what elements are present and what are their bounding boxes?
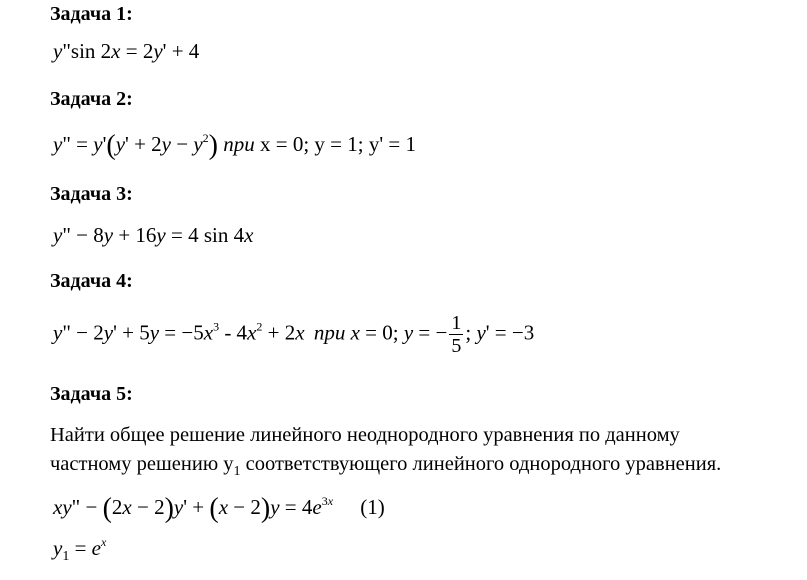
task-3-heading: Задача 3:: [50, 183, 133, 205]
task-1-equation: y"sin 2x = 2y' + 4: [53, 39, 200, 63]
task-5-text: [50, 421, 800, 479]
task-2-condition: x = 0; y = 1; y' = 1: [260, 132, 416, 156]
task-2-condition-word: при: [223, 132, 255, 156]
task-1-heading: Задача 1:: [50, 3, 133, 25]
fraction-one-fifth: $\frac{1}{5}$: [451, 312, 462, 357]
task-2-equation: y" = $y'(y' + 2y - y^2)$ при x = 0; y = 1; y' = 1: [53, 130, 416, 161]
task-5-text-line-1: Найти общее решение линейного неоднородного уравнения по данному: [50, 424, 680, 446]
task-5-heading: Задача 5:: [50, 383, 133, 405]
task-3-equation: y" − 8y + 16y = 4 sin 4x: [53, 223, 254, 247]
equation-number: (1): [360, 495, 385, 519]
task-2-heading: Задача 2:: [50, 88, 133, 110]
task-5-particular-solution: $y_1 = e^x$: [53, 535, 107, 564]
task-4-equation: y" − $2y' + 5y = -5x^3 - 4x^2 + 2x$ при x = 0; y = − $\frac{1}{5}$ ; y' = −3: [53, 312, 535, 357]
task-5-text-line-2: частному решению $y_1$ соответствующего линейного однородного уравнения.: [50, 453, 722, 479]
task-4-condition-word: при: [313, 320, 346, 345]
task-5-equation: xy" − $(2x - 2)y' + (x - 2)y = 4e^{3x}$ (1): [53, 493, 385, 524]
task-4-heading: Задача 4:: [50, 270, 133, 292]
